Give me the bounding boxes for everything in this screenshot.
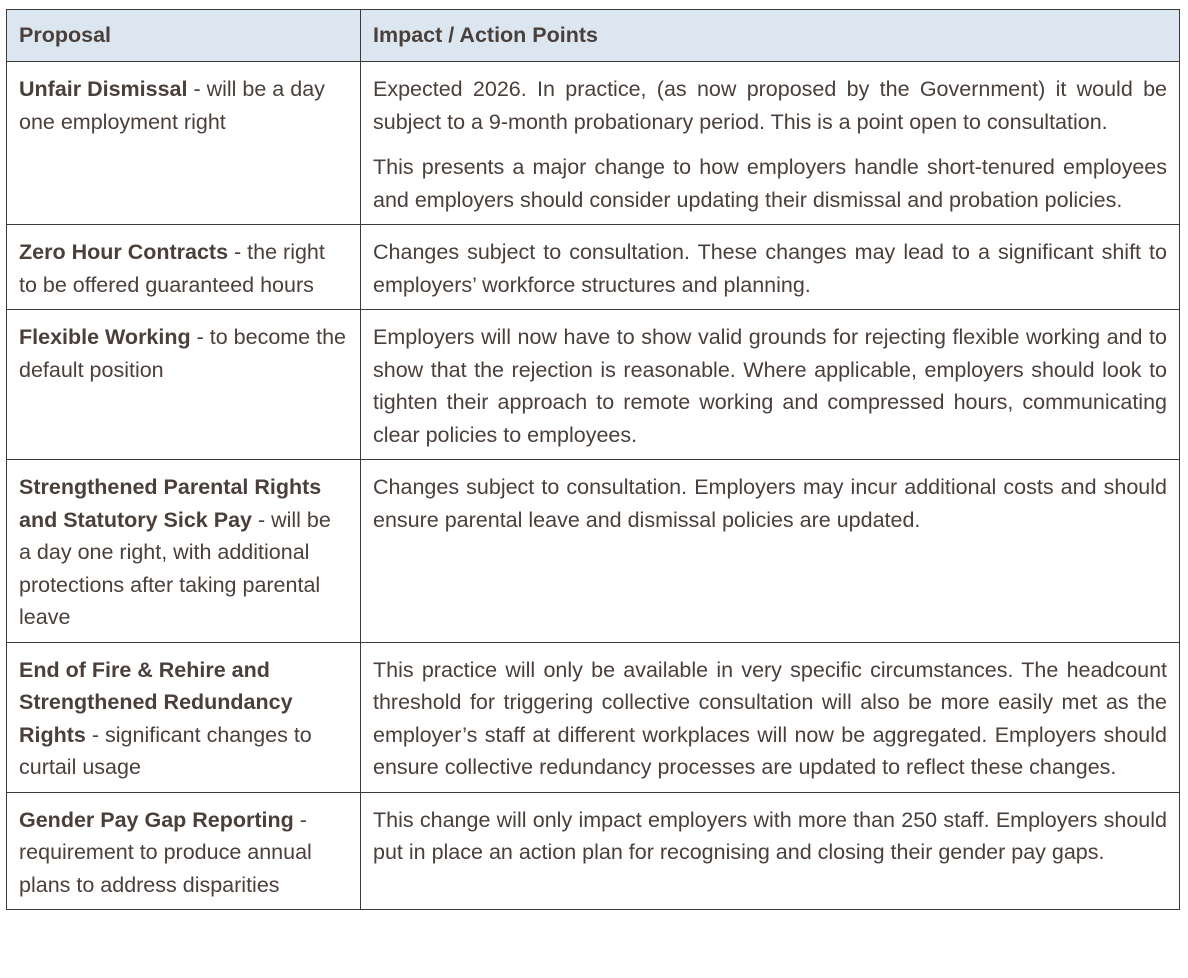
impact-cell (361, 310, 1180, 460)
table-row (7, 642, 1180, 792)
proposal-title: End of Fire & Rehire and Strengthened Redundancy Rights (19, 657, 293, 747)
proposal-description: - will be a day one right, with additional protections after taking parental leave (19, 507, 331, 629)
impact-paragraph: This change will only impact employers with more than 250 staff. Employers should put in place an action plan for recognising and closing their gender pay gaps. (373, 807, 1167, 864)
impact-cell (361, 460, 1180, 643)
table-row (7, 792, 1180, 910)
impact-paragraph: Changes subject to consultation. These changes may lead to a significant shift to employers’ workforce structures and planning. (373, 240, 1167, 297)
proposal-cell (7, 792, 361, 910)
header-proposal: Proposal (7, 10, 361, 62)
impact-paragraph: Expected 2026. In practice, (as now proposed by the Government) it would be subject to a 9-month probationary period. This is a point open to consultation. (373, 77, 1167, 134)
proposal-cell (7, 642, 361, 792)
proposal-title: Zero Hour Contracts (19, 240, 229, 264)
proposal-title: Gender Pay Gap Reporting (19, 807, 294, 832)
proposal-title: Flexible Working (19, 325, 191, 349)
impact-cell (361, 792, 1180, 910)
table-row (7, 62, 1180, 225)
impact-paragraph: This presents a major change to how employers handle short-tenured employees and employers should consider updating their dismissal and probation policies. (373, 155, 1167, 212)
proposal-title: Unfair Dismissal (19, 77, 188, 101)
impact-cell (361, 642, 1180, 792)
proposals-table (6, 9, 1180, 910)
proposal-title: Strengthened Parental Rights and Statutory Sick Pay (19, 475, 322, 532)
header-row (7, 10, 1180, 62)
impact-paragraph: Changes subject to consultation. Employers may incur additional costs and should ensure parental leave and dismissal policies are updated. (373, 475, 1167, 532)
impact-cell (361, 225, 1180, 310)
proposal-cell (7, 460, 361, 643)
table-row (7, 225, 1180, 310)
proposal-description: - the right to be offered guaranteed hours (19, 240, 325, 297)
proposal-description: - will be a day one employment right (19, 77, 325, 134)
header-impact: Impact / Action Points (361, 10, 1180, 62)
proposal-cell (7, 225, 361, 310)
impact-paragraph: This practice will only be available in very specific circumstances. The headcount threshold for triggering collective consultation will also be more easily met as the employer’s staff at different workplaces will now be aggregated. Employers should ensure collective redundancy processes are updated to reflect these changes. (373, 657, 1167, 779)
table-row (7, 310, 1180, 460)
table-row (7, 460, 1180, 643)
proposal-cell (7, 310, 361, 460)
proposal-description: - requirement to produce annual plans to address disparities (19, 807, 312, 897)
proposal-cell (7, 62, 361, 225)
impact-paragraph: Employers will now have to show valid grounds for rejecting flexible working and to show that the rejection is reasonable. Where applicable, employers should look to tighten their approach to remote working and compressed hours, communicating clear policies to employees. (373, 325, 1167, 447)
proposal-description: - to become the default position (19, 325, 347, 382)
proposal-description: - significant changes to curtail usage (19, 722, 312, 779)
impact-cell (361, 62, 1180, 225)
